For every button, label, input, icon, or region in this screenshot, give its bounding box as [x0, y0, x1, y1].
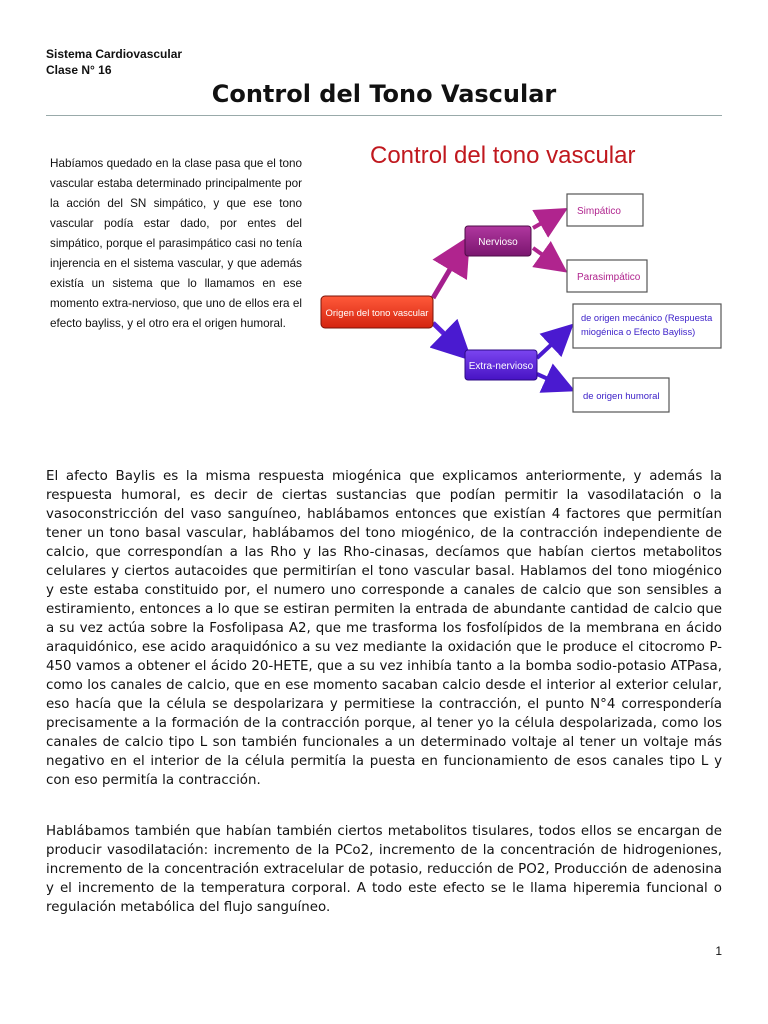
document-header [46, 46, 182, 78]
title-divider [46, 115, 722, 116]
intro-paragraph: Habíamos quedado en la clase pasa que el tono vascular estaba determinado principalmente por la acción del SN simpático, y que ese tono vascular podía estar dado, por entes del simpático, porque el parasimpático casi no tenía injerencia en el sistema vascular, y que además existía un sistema que lo llamamos en ese momento extra-nervioso, que uno de ellos era el efecto bayliss, y el otro era el origen humoral. [50, 157, 302, 330]
nervioso-node [465, 226, 531, 256]
arrow-root-nervioso [433, 244, 465, 298]
root-node [321, 296, 433, 328]
class-number: Clase N° 16 [46, 63, 112, 77]
arrow-extra-humoral [537, 374, 568, 388]
mecanico-box [573, 304, 721, 348]
diagram-title: Control del tono vascular [370, 142, 636, 169]
root-label: Origen del tono vascular [325, 308, 429, 319]
simpatico-label: Simpático [577, 206, 621, 217]
tone-control-diagram [315, 128, 725, 418]
arrow-extra-mecanico [537, 329, 568, 358]
extra-nervioso-label: Extra-nervioso [468, 361, 534, 372]
body-paragraph-1: El afecto Baylis es la misma respuesta miogénica que explicamos anteriormente, y además la respuesta humoral, es decir de ciertas sustancias que podían permitir la vasodilatación o la vasoconstricción del vaso sanguíneo, hablábamos entonces que existían 4 factores que permitían tener un tono basal vascular, hablábamos del tono miogénico, de la contracción independiente de calcio, que correspondían a las Rho y las Rho-cinasas, decíamos que habían ciertos metabolitos celulares y ciertos autacoides que permitirían el tono vascular basal. Hablamos del tono miogénico y este estaba constituido por, el numero uno corresponde a canales de calcio que son sensibles a estiramiento, entonces a lo que se estiran permiten la entrada de abundante cantidad de calcio que a su vez actúa sobre la Fosfolipasa A2, que me trasforma los fosfolípidos de la membrana en ácido araquidónico, ese acido araquidónico a su vez mediante la oxidación que le produce el citocromo P-450 vamos a obtener el ácido 20-HETE, que a su vez inhibía tanto a la bomba sodio-potasio ATPasa, como los canales de calcio, que en ese momento sacaban calcio desde el interior al exterior celular, eso hacía que la célula se despolarizara y permitiese la contracción, el punto N°4 correspondería precisamente a la formación de la contracción porque, al tener yo la célula despolarizada, como los canales de calcio tipo L son también funcionales a un determinado voltaje al tener un voltaje más negativo en el interior de la célula permitía la puesta en funcionamiento de esos canales tipo L y con eso permitía la contracción. [46, 469, 722, 788]
mecanico-label-line1: de origen mecánico (Respuesta [581, 313, 713, 323]
arrow-root-extra [433, 323, 465, 354]
page-title: Control del Tono Vascular [211, 80, 557, 108]
parasimpatico-box [567, 260, 647, 292]
mecanico-label-line2: miogénica o Efecto Bayliss) [581, 327, 696, 337]
nervioso-label: Nervioso [478, 237, 518, 248]
body-paragraph-2: Hablábamos también que habían también ciertos metabolitos tisulares, todos ellos se encargan de producir vasodilatación: incremento de la PCo2, incremento de la concentración de hidrogeniones, incremento de la concentración extracelular de potasio, reducción de PO2, Producción de adenosina y el incremento de la temperatura corporal. A todo este efecto se le llama hiperemia funcional o regulación metabólica del flujo sanguíneo. [46, 824, 722, 915]
extra-nervioso-node [465, 350, 537, 380]
humoral-label: de origen humoral [583, 391, 660, 402]
arrow-nervioso-parasimpatico [533, 248, 561, 268]
humoral-box [573, 378, 669, 412]
simpatico-box [567, 194, 643, 226]
page-number: 1 [715, 944, 722, 958]
parasimpatico-label: Parasimpático [577, 272, 641, 283]
course-name: Sistema Cardiovascular [46, 47, 183, 61]
arrow-nervioso-simpatico [533, 212, 561, 228]
